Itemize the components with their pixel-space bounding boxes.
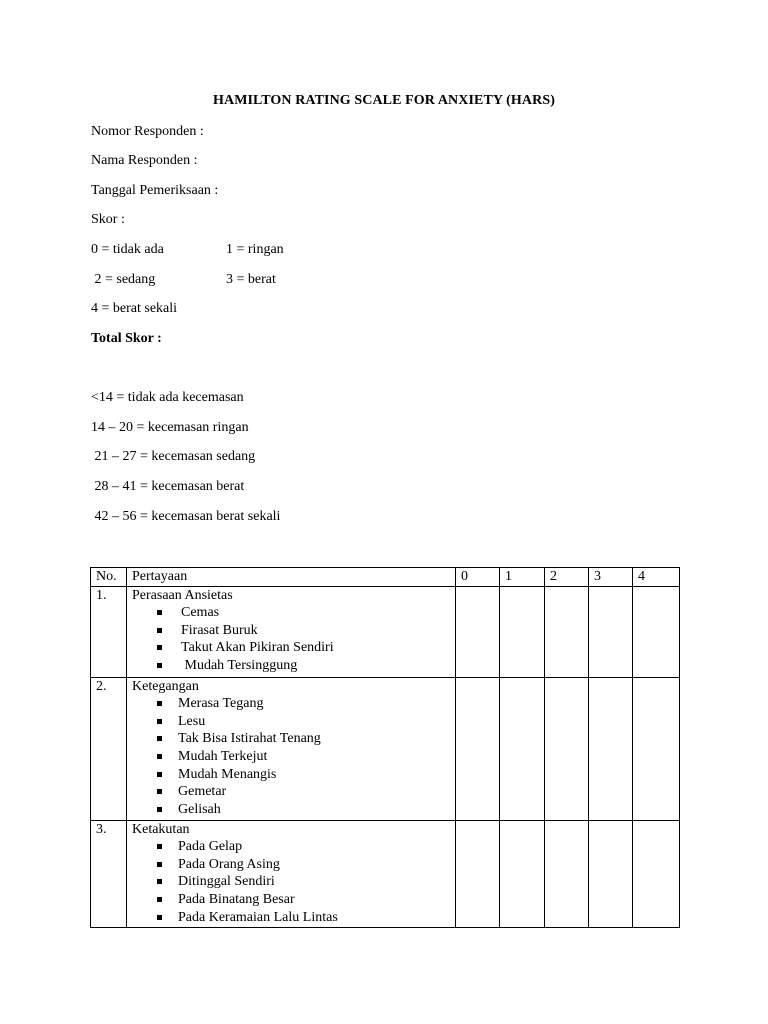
table-row	[91, 586, 680, 677]
bullet-icon	[157, 645, 162, 650]
score-cell-1[interactable]	[500, 820, 545, 927]
list-item	[157, 856, 455, 874]
symptom-list	[132, 838, 455, 926]
table-row	[91, 677, 680, 820]
list-item	[157, 909, 455, 927]
list-item	[157, 838, 455, 856]
symptom-label: Cemas	[181, 605, 220, 621]
symptom-label: Gelisah	[178, 801, 221, 817]
bullet-icon	[157, 897, 162, 902]
score-cell-0[interactable]	[456, 820, 500, 927]
symptom-label: Pada Keramaian Lalu Lintas	[178, 909, 338, 925]
symptom-label: Mudah Tersinggung	[181, 657, 298, 673]
interpretation-line: 14 – 20 = kecemasan ringan	[91, 420, 249, 435]
symptom-label: Tak Bisa Istirahat Tenang	[178, 731, 321, 747]
symptom-label: Merasa Tegang	[178, 696, 264, 712]
row-number: 2.	[91, 677, 127, 820]
question-heading: Perasaan Ansietas	[132, 587, 233, 603]
field-nomor-responden: Nomor Responden :	[91, 124, 204, 139]
bullet-icon	[157, 915, 162, 920]
field-skor: Skor :	[91, 212, 125, 227]
interpretation-line: <14 = tidak ada kecemasan	[91, 390, 244, 405]
bullet-icon	[157, 701, 162, 706]
list-item	[157, 748, 455, 766]
header-pertanyaan: Pertayaan	[127, 568, 456, 587]
list-item	[157, 891, 455, 909]
bullet-icon	[157, 862, 162, 867]
symptom-label: Takut Akan Pikiran Sendiri	[181, 640, 334, 656]
symptom-label: Mudah Menangis	[178, 766, 277, 782]
header-score-4: 4	[633, 568, 680, 587]
score-legend-3: 3 = berat	[226, 272, 276, 287]
question-heading: Ketegangan	[132, 678, 199, 694]
bullet-icon	[157, 663, 162, 668]
total-skor-label: Total Skor :	[91, 331, 162, 346]
symptom-label: Mudah Terkejut	[178, 748, 268, 764]
symptom-label: Lesu	[178, 713, 206, 729]
table-row	[91, 820, 680, 927]
list-item	[157, 657, 455, 675]
list-item	[157, 730, 455, 748]
row-number: 3.	[91, 820, 127, 927]
table-header-row	[91, 568, 680, 587]
header-no: No.	[91, 568, 127, 587]
bullet-icon	[157, 628, 162, 633]
question-cell	[127, 677, 456, 820]
score-cell-4[interactable]	[633, 677, 680, 820]
row-number: 1.	[91, 586, 127, 677]
symptom-label: Pada Binatang Besar	[178, 891, 295, 907]
score-cell-1[interactable]	[500, 677, 545, 820]
symptom-label: Pada Orang Asing	[178, 856, 280, 872]
score-cell-0[interactable]	[456, 586, 500, 677]
score-legend-0: 0 = tidak ada	[91, 242, 164, 257]
document-title: HAMILTON RATING SCALE FOR ANXIETY (HARS)	[213, 93, 555, 108]
score-cell-4[interactable]	[633, 820, 680, 927]
list-item	[157, 639, 455, 657]
score-cell-1[interactable]	[500, 586, 545, 677]
symptom-list	[132, 695, 455, 818]
symptom-label: Gemetar	[178, 784, 227, 800]
bullet-icon	[157, 789, 162, 794]
hars-table	[90, 567, 680, 928]
score-legend-1: 1 = ringan	[226, 242, 284, 257]
list-item	[157, 783, 455, 801]
question-heading: Ketakutan	[132, 821, 190, 837]
score-cell-2[interactable]	[545, 820, 589, 927]
bullet-icon	[157, 844, 162, 849]
list-item	[157, 604, 455, 622]
interpretation-line: 42 – 56 = kecemasan berat sekali	[91, 509, 281, 524]
list-item	[157, 713, 455, 731]
list-item	[157, 801, 455, 819]
header-score-0: 0	[456, 568, 500, 587]
header-score-2: 2	[545, 568, 589, 587]
score-cell-3[interactable]	[589, 586, 633, 677]
list-item	[157, 873, 455, 891]
field-nama-responden: Nama Responden :	[91, 153, 198, 168]
score-cell-3[interactable]	[589, 820, 633, 927]
bullet-icon	[157, 879, 162, 884]
symptom-list	[132, 604, 455, 674]
field-tanggal-pemeriksaan: Tanggal Pemeriksaan :	[91, 183, 219, 198]
symptom-label: Ditinggal Sendiri	[178, 874, 275, 890]
symptom-label: Pada Gelap	[178, 839, 243, 855]
bullet-icon	[157, 719, 162, 724]
header-score-3: 3	[589, 568, 633, 587]
score-cell-2[interactable]	[545, 677, 589, 820]
score-cell-4[interactable]	[633, 586, 680, 677]
score-legend-4: 4 = berat sekali	[91, 301, 178, 316]
list-item	[157, 766, 455, 784]
bullet-icon	[157, 736, 162, 741]
interpretation-line: 28 – 41 = kecemasan berat	[91, 479, 245, 494]
score-cell-0[interactable]	[456, 677, 500, 820]
bullet-icon	[157, 807, 162, 812]
symptom-label: Firasat Buruk	[181, 622, 258, 638]
question-cell	[127, 820, 456, 927]
question-cell	[127, 586, 456, 677]
bullet-icon	[157, 754, 162, 759]
score-legend-2: 2 = sedang	[91, 272, 156, 287]
score-cell-2[interactable]	[545, 586, 589, 677]
header-score-1: 1	[500, 568, 545, 587]
score-cell-3[interactable]	[589, 677, 633, 820]
interpretation-line: 21 – 27 = kecemasan sedang	[91, 449, 256, 464]
list-item	[157, 695, 455, 713]
bullet-icon	[157, 610, 162, 615]
list-item	[157, 622, 455, 640]
bullet-icon	[157, 772, 162, 777]
